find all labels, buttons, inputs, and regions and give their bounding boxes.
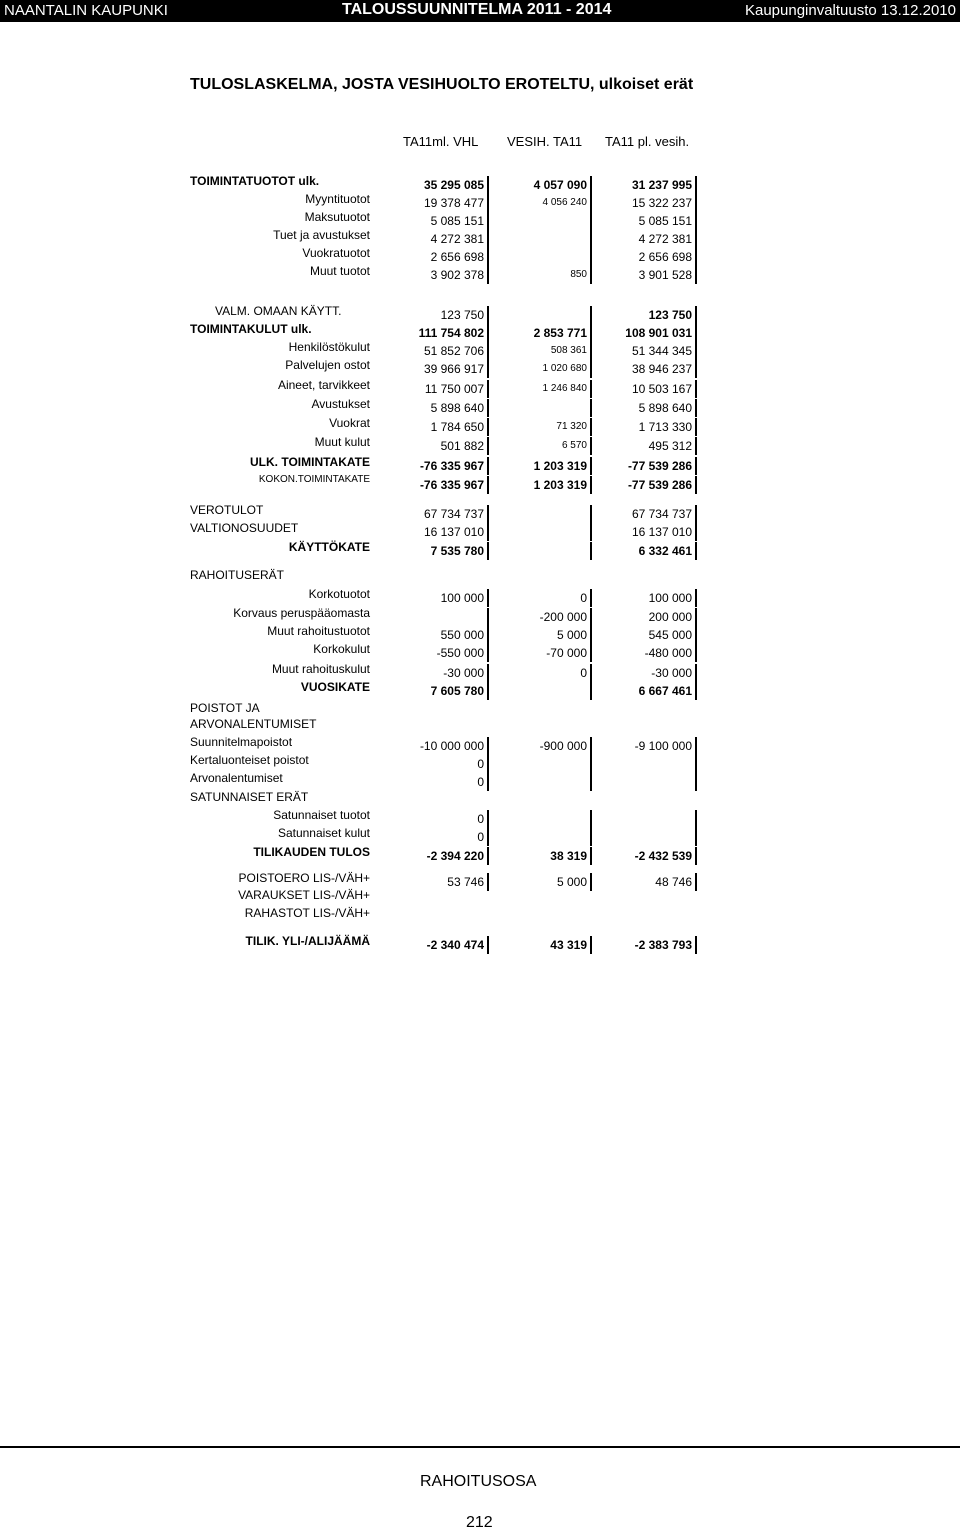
table-row: [0, 521, 960, 539]
row-label: VARAUKSET LIS-/VÄH+: [238, 888, 370, 902]
cell-col2: 1 246 840: [484, 380, 592, 398]
table-row: [0, 455, 960, 473]
table-row: [0, 540, 960, 558]
cell-col3: -480 000: [589, 644, 697, 662]
table-row: [0, 210, 960, 228]
cell-col1: 51 852 706: [381, 342, 489, 360]
row-label: VALM. OMAAN KÄYTT.: [215, 304, 342, 318]
table-row: [0, 662, 960, 680]
table-row: [0, 871, 960, 889]
row-label: Suunnitelmapoistot: [190, 735, 293, 749]
row-label: Muut tuotot: [309, 264, 370, 278]
cell-col3: 545 000: [589, 626, 697, 644]
cell-col3: [589, 828, 697, 846]
cell-col3: 4 272 381: [589, 230, 697, 248]
cell-col1: 16 137 010: [381, 523, 489, 541]
cell-col3: 3 901 528: [589, 266, 697, 284]
cell-col3: -30 000: [589, 664, 697, 682]
row-label: VALTIONOSUUDET: [190, 521, 299, 535]
table-row: [0, 503, 960, 521]
table-row: [0, 624, 960, 642]
table-row: [0, 642, 960, 660]
row-label: Satunnaiset tuotot: [273, 808, 370, 822]
cell-col2: -900 000: [484, 737, 592, 755]
row-label: KOKON.TOIMINTAKATE: [258, 474, 370, 485]
row-label: TILIKAUDEN TULOS: [253, 845, 370, 859]
cell-col3: 2 656 698: [589, 248, 697, 266]
cell-col3: 31 237 995: [589, 176, 697, 194]
cell-col3: 5 085 151: [589, 212, 697, 230]
page-header: [0, 0, 960, 22]
cell-col3: 495 312: [589, 437, 697, 455]
table-row: [0, 322, 960, 340]
row-label: RAHASTOT LIS-/VÄH+: [244, 906, 370, 920]
cell-col3: -77 539 286: [589, 457, 697, 475]
cell-col2: [484, 399, 592, 417]
table-row: [0, 378, 960, 396]
table-row: [0, 606, 960, 624]
cell-col2: -200 000: [484, 608, 592, 626]
cell-col1: 19 378 477: [381, 194, 489, 212]
cell-col1: -2 394 220: [381, 847, 489, 865]
cell-col2: 0: [484, 664, 592, 682]
cell-col1: 0: [381, 755, 489, 773]
table-row: [0, 771, 960, 789]
cell-col3: 200 000: [589, 608, 697, 626]
cell-col1: 5 085 151: [381, 212, 489, 230]
table-row: [0, 790, 960, 808]
table-row: [0, 192, 960, 210]
cell-col2: 508 361: [484, 342, 592, 360]
row-label: POISTOERO LIS-/VÄH+: [238, 871, 370, 885]
cell-col1: 100 000: [381, 589, 489, 607]
cell-col2: 6 570: [484, 437, 592, 455]
cell-col1: 5 898 640: [381, 399, 489, 417]
footer-divider: [0, 1446, 960, 1448]
cell-col3: 100 000: [589, 589, 697, 607]
row-label: VUOSIKATE: [300, 680, 370, 694]
cell-col3: 16 137 010: [589, 523, 697, 541]
cell-col1: 7 535 780: [381, 542, 489, 560]
row-label: Vuokratuotot: [302, 246, 370, 260]
row-label: Korkotuotot: [308, 587, 370, 601]
cell-col2: 5 000: [484, 873, 592, 891]
cell-col1: 550 000: [381, 626, 489, 644]
page-number: 212: [466, 1514, 493, 1531]
cell-col1: -10 000 000: [381, 737, 489, 755]
table-row: [0, 340, 960, 358]
table-row: [0, 435, 960, 453]
row-label: RAHOITUSERÄT: [190, 568, 285, 582]
cell-col3: 48 746: [589, 873, 697, 891]
table-row: [0, 826, 960, 844]
table-row: [0, 246, 960, 264]
cell-col2: [484, 828, 592, 846]
table-row: [0, 264, 960, 282]
cell-col2: [484, 773, 592, 791]
cell-col1: 123 750: [381, 306, 489, 324]
table-row: [0, 934, 960, 952]
cell-col3: 15 322 237: [589, 194, 697, 212]
cell-col3: 10 503 167: [589, 380, 697, 398]
header-organization: NAANTALIN KAUPUNKI: [4, 2, 168, 19]
table-row: [0, 358, 960, 376]
cell-col3: 123 750: [589, 306, 697, 324]
row-label: ARVONALENTUMISET: [190, 717, 317, 731]
row-label: POISTOT JA: [190, 701, 260, 715]
table-row: [0, 228, 960, 246]
cell-col1: -2 340 474: [381, 936, 489, 954]
cell-col2: 5 000: [484, 626, 592, 644]
cell-col1: 1 784 650: [381, 418, 489, 436]
cell-col2: [484, 542, 592, 560]
table-row: [0, 845, 960, 863]
cell-col2: 1 203 319: [484, 457, 592, 475]
row-label: Muut rahoituskulut: [271, 662, 370, 676]
cell-col2: 1 020 680: [484, 360, 592, 378]
cell-col1: 0: [381, 828, 489, 846]
table-row: [0, 587, 960, 605]
row-label: Arvonalentumiset: [190, 771, 283, 785]
table-row: [0, 808, 960, 826]
row-label: Avustukset: [311, 397, 370, 411]
cell-col3: 38 946 237: [589, 360, 697, 378]
table-row: [0, 416, 960, 434]
row-label: Satunnaiset kulut: [277, 826, 370, 840]
cell-col1: 11 750 007: [381, 380, 489, 398]
cell-col2: 2 853 771: [484, 324, 592, 342]
cell-col1: 67 734 737: [381, 505, 489, 523]
cell-col2: 850: [484, 266, 592, 284]
cell-col1: 0: [381, 810, 489, 828]
table-row: [0, 568, 960, 586]
row-label: Muut rahoitustuotot: [267, 624, 370, 638]
row-label: Henkilöstökulut: [288, 340, 370, 354]
cell-col3: -9 100 000: [589, 737, 697, 755]
cell-col3: [589, 773, 697, 791]
row-label: Muut kulut: [314, 435, 370, 449]
cell-col3: -2 432 539: [589, 847, 697, 865]
cell-col1: 39 966 917: [381, 360, 489, 378]
column-header-vesih: VESIH. TA11: [507, 134, 583, 149]
cell-col3: -2 383 793: [589, 936, 697, 954]
cell-col2: [484, 682, 592, 700]
header-meeting: Kaupunginvaltuusto 13.12.2010: [744, 2, 956, 19]
row-label: KÄYTTÖKATE: [288, 540, 370, 554]
cell-col1: 501 882: [381, 437, 489, 455]
row-label: TOIMINTAKULUT ulk.: [190, 322, 312, 336]
table-row: [0, 906, 960, 924]
row-label: Palvelujen ostot: [285, 358, 370, 372]
row-label: Maksutuotot: [304, 210, 370, 224]
row-label: VEROTULOT: [190, 503, 264, 517]
table-row: [0, 735, 960, 753]
cell-col2: 38 319: [484, 847, 592, 865]
row-label: Korkokulut: [313, 642, 370, 656]
row-label: TILIK. YLI-/ALIJÄÄMÄ: [245, 934, 370, 948]
cell-col2: -70 000: [484, 644, 592, 662]
cell-col1: 2 656 698: [381, 248, 489, 266]
cell-col3: 6 332 461: [589, 542, 697, 560]
row-label: ULK. TOIMINTAKATE: [250, 455, 370, 469]
footer-section: RAHOITUSOSA: [420, 1473, 537, 1490]
column-header-ta11-incl: TA11ml. VHL: [403, 134, 479, 149]
cell-col2: [484, 523, 592, 541]
cell-col1: -76 335 967: [381, 457, 489, 475]
row-label: Kertaluonteiset poistot: [190, 753, 309, 767]
cell-col2: 0: [484, 589, 592, 607]
cell-col3: 51 344 345: [589, 342, 697, 360]
row-label: Vuokrat: [329, 416, 370, 430]
cell-col1: 53 746: [381, 873, 489, 891]
cell-col3: 5 898 640: [589, 399, 697, 417]
cell-col3: 108 901 031: [589, 324, 697, 342]
cell-col1: 7 605 780: [381, 682, 489, 700]
cell-col2: 4 057 090: [484, 176, 592, 194]
table-row: [0, 753, 960, 771]
row-label: SATUNNAISET ERÄT: [190, 790, 309, 804]
table-row: [0, 680, 960, 698]
cell-col1: 3 902 378: [381, 266, 489, 284]
table-row: [0, 397, 960, 415]
row-label: Korvaus peruspääomasta: [233, 606, 370, 620]
row-label: Aineet, tarvikkeet: [277, 378, 370, 392]
cell-col3: 67 734 737: [589, 505, 697, 523]
cell-col1: 111 754 802: [381, 324, 489, 342]
table-row: [0, 304, 960, 322]
cell-col1: 4 272 381: [381, 230, 489, 248]
cell-col1: -550 000: [381, 644, 489, 662]
table-row: [0, 174, 960, 192]
page-title: TULOSLASKELMA, JOSTA VESIHUOLTO EROTELTU, ulkoiset erät: [190, 76, 694, 93]
cell-col1: 35 295 085: [381, 176, 489, 194]
row-label: Tuet ja avustukset: [273, 228, 370, 242]
cell-col3: 6 667 461: [589, 682, 697, 700]
table-row: [0, 474, 960, 492]
cell-col1: -76 335 967: [381, 476, 489, 494]
cell-col2: 1 203 319: [484, 476, 592, 494]
row-label: Myyntituotot: [305, 192, 370, 206]
cell-col3: -77 539 286: [589, 476, 697, 494]
cell-col2: 43 319: [484, 936, 592, 954]
cell-col2: 71 320: [484, 418, 592, 436]
cell-col1: 0: [381, 773, 489, 791]
row-label: TOIMINTATUOTOT ulk.: [190, 174, 320, 188]
cell-col1: -30 000: [381, 664, 489, 682]
header-document-title: TALOUSSUUNNITELMA 2011 - 2014: [342, 1, 612, 18]
table-row: [0, 888, 960, 906]
cell-col3: 1 713 330: [589, 418, 697, 436]
column-header-ta11-excl: TA11 pl. vesih.: [605, 134, 690, 149]
cell-col2: 4 056 240: [484, 194, 592, 212]
table-row: [0, 717, 960, 735]
